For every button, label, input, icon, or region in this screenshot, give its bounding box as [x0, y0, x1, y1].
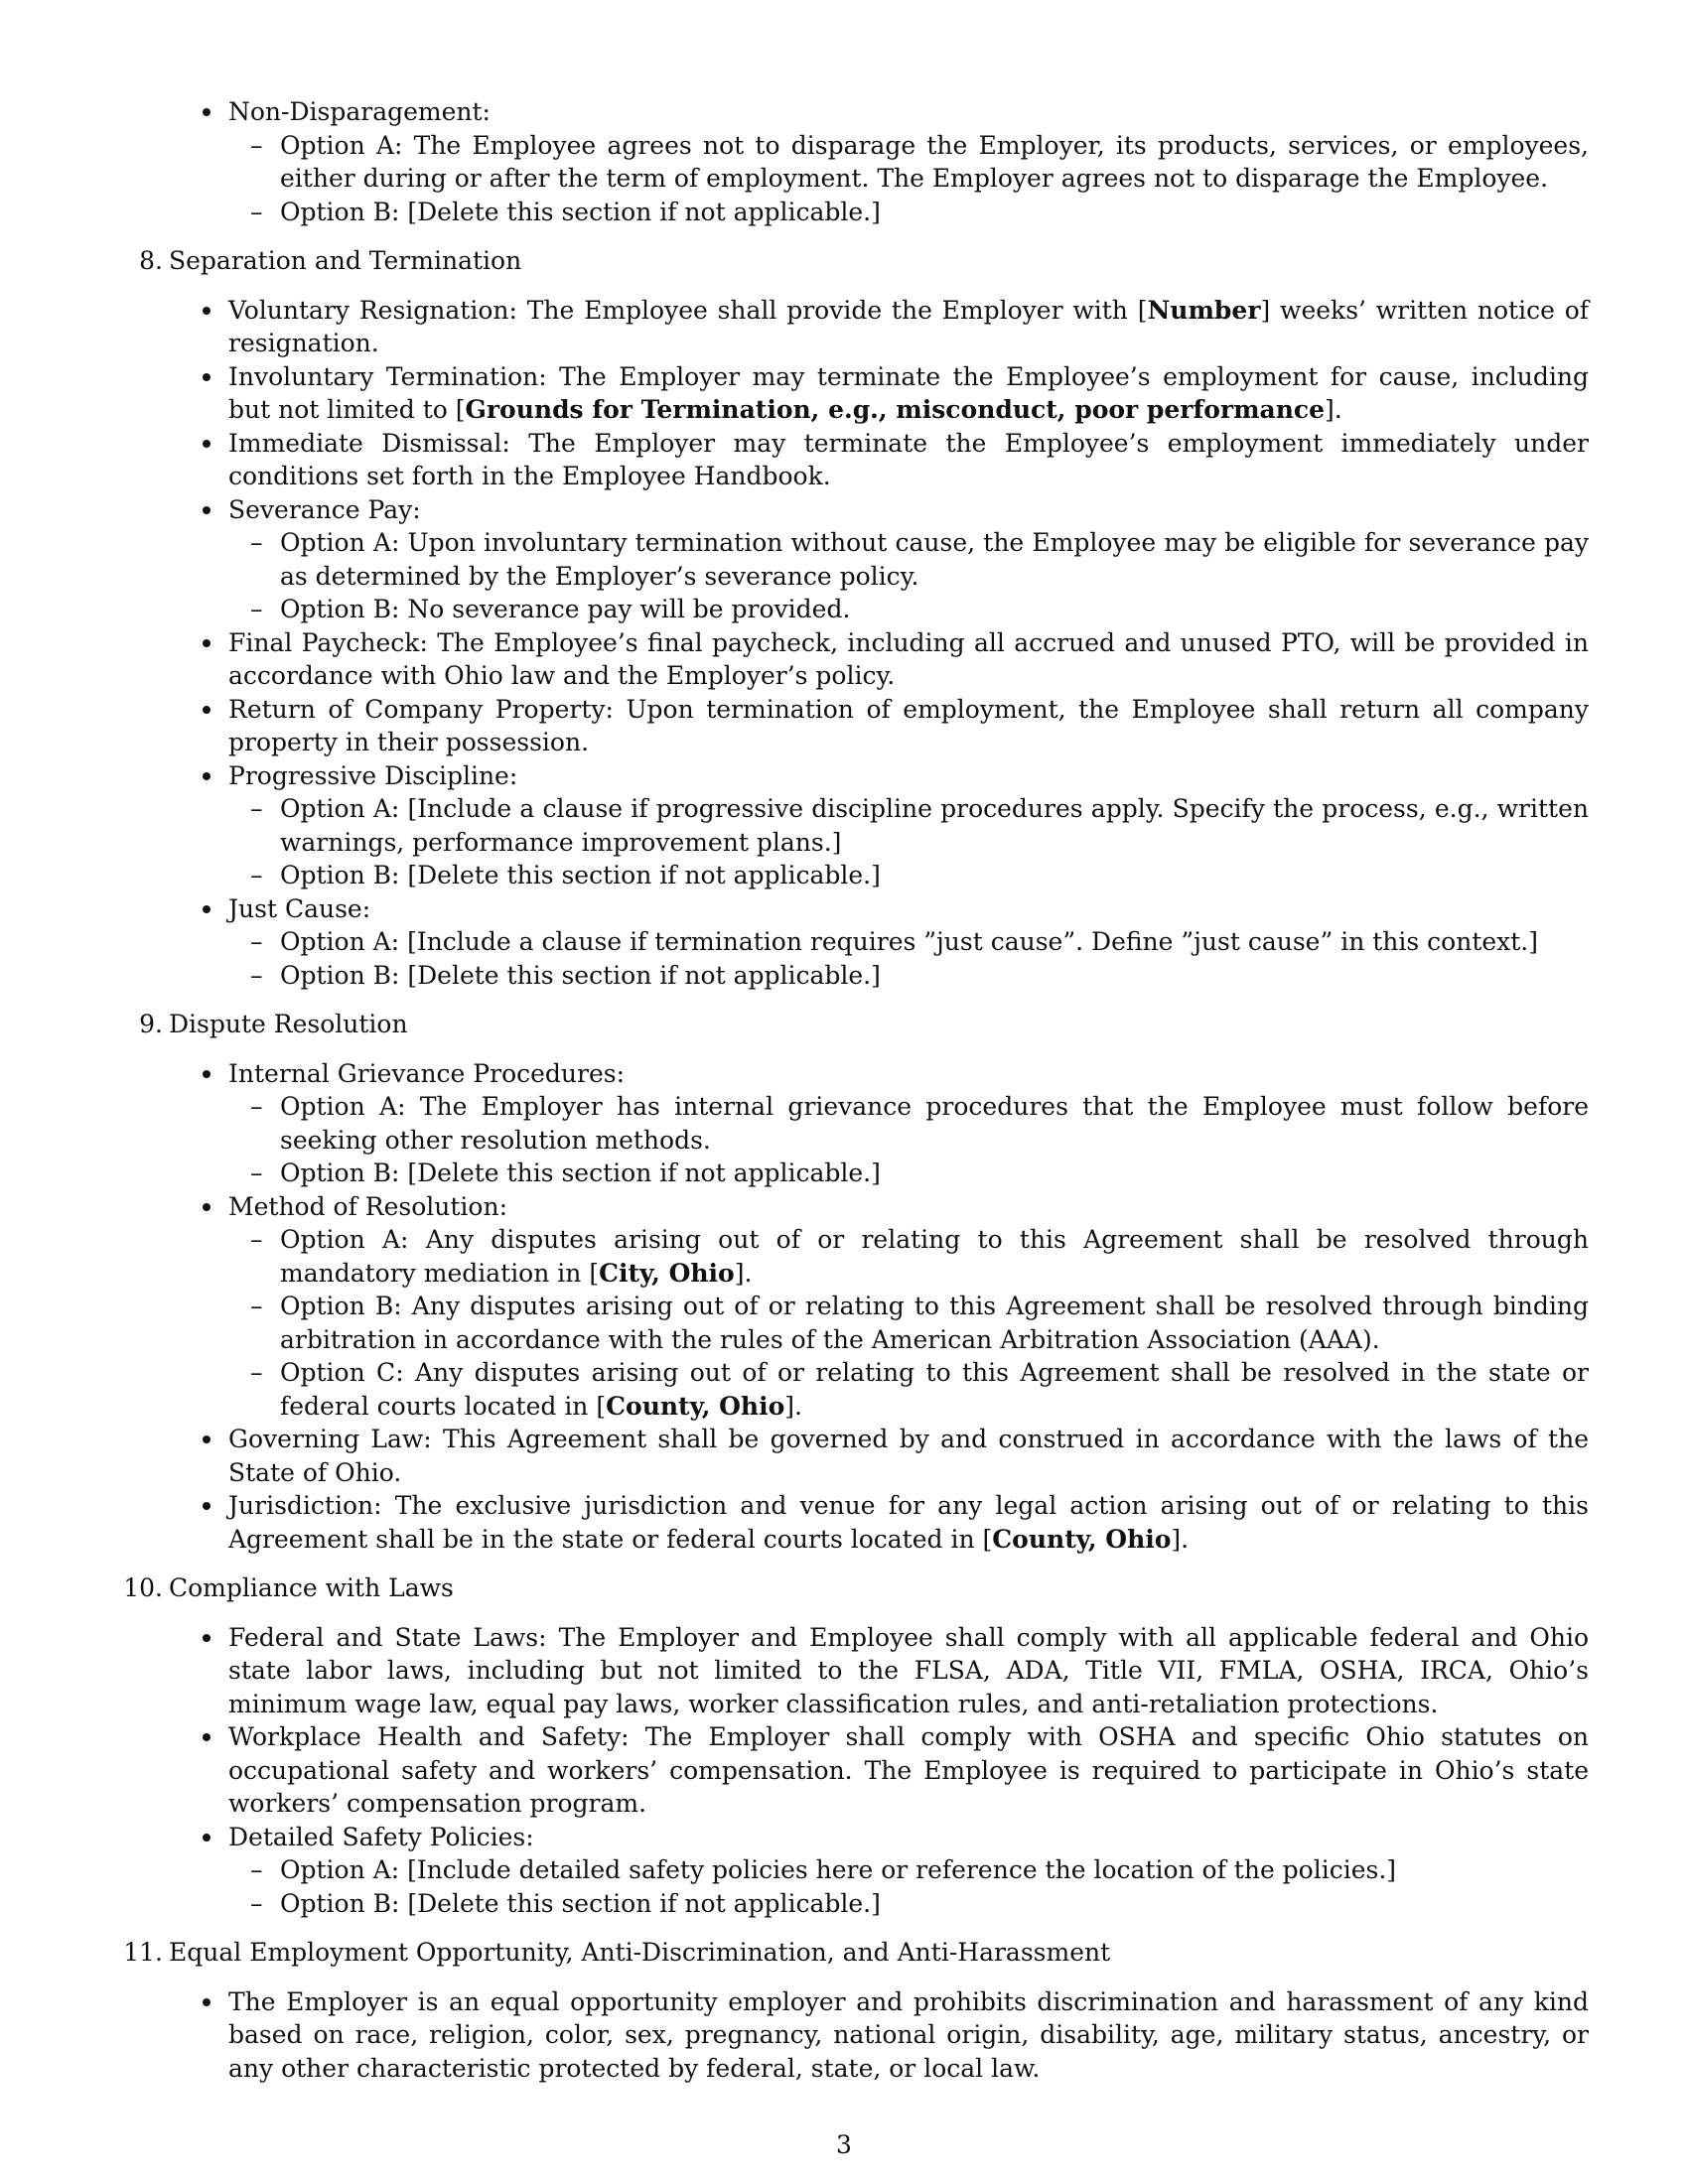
option-item: – Option B: Any disputes arising out of or relating to this Agreement shall be resolved through binding arbitration in accordance with the rules of the American Arbitration Association (AAA). — [280, 1290, 1589, 1356]
section-title: Separation and Termination — [169, 246, 522, 275]
option-item: – Option A: Upon involuntary termination without cause, the Employee may be eligible for severance pay as determined by the Employer’s severance policy. — [280, 526, 1589, 593]
option-item: – Option A: [Include a clause if progressive discipline procedures apply. Specify the process, e.g., written warnings, performance improvement plans.] — [280, 792, 1589, 859]
bullet-item: Federal and State Laws: The Employer and Employee shall comply with all applicable federal and Ohio state labor laws, including but not limited to the FLSA, ADA, Title VII, FMLA, OSHA, IRCA, Ohio’s minimum wage law, equal pay laws, worker classification rules, and anti-retaliation protections. — [228, 1621, 1589, 1721]
bullet-row — [119, 1720, 1589, 1821]
bullet-item: The Employer is an equal opportunity employer and prohibits discrimination and harassment of any kind based on race, religion, color, sex, pregnancy, national origin, disability, age, military status, ancestry, or any other characteristic protected by federal, state, or local law. — [228, 1985, 1589, 2086]
bullet-item: Severance Pay: — [228, 493, 1589, 527]
section-heading — [119, 244, 1589, 278]
section-number: 8. — [139, 246, 163, 275]
option-item: – Option A: The Employee agrees not to disparage the Employer, its products, services, or employees, either during or after the term of employment. The Employer agrees not to disparage the Employee. — [280, 129, 1589, 196]
bullet-item: Just Cause: — [228, 892, 1589, 926]
option-item: – Option A: [Include detailed safety policies here or reference the location of the policies.] — [280, 1853, 1589, 1887]
document-body — [119, 95, 1589, 2085]
section-title: Dispute Resolution — [169, 1010, 408, 1038]
option-row — [119, 1290, 1589, 1356]
bullet-row — [119, 427, 1589, 493]
bullet-item: Voluntary Resignation: The Employee shall provide the Employer with [Number] weeks’ written notice of resignation. — [228, 294, 1589, 360]
bullet-row — [119, 626, 1589, 693]
bullet-row — [119, 294, 1589, 360]
option-row — [119, 1356, 1589, 1423]
bullet-item: Non-Disparagement: — [228, 95, 1589, 129]
option-item: – Option A: The Employer has internal grievance procedures that the Employee must follow before seeking other resolution methods. — [280, 1090, 1589, 1157]
option-row — [119, 925, 1589, 959]
section-title: Compliance with Laws — [169, 1573, 454, 1602]
section-heading — [119, 1008, 1589, 1041]
bullet-row — [119, 693, 1589, 759]
option-row — [119, 196, 1589, 229]
bullet-row — [119, 493, 1589, 527]
bullet-item: Final Paycheck: The Employee’s final paycheck, including all accrued and unused PTO, will be provided in accordance with Ohio law and the Employer’s policy. — [228, 626, 1589, 693]
bullet-row — [119, 892, 1589, 926]
option-row — [119, 526, 1589, 593]
option-row — [119, 593, 1589, 626]
option-row — [119, 792, 1589, 859]
option-row — [119, 859, 1589, 892]
option-row — [119, 1853, 1589, 1887]
option-row — [119, 1090, 1589, 1157]
section-title: Equal Employment Opportunity, Anti-Discrimination, and Anti-Harassment — [169, 1938, 1111, 1967]
page-number: 3 — [836, 2130, 852, 2159]
bullet-item: Involuntary Termination: The Employer may terminate the Employee’s employment for cause, including but not limited to [Grounds for Termination, e.g., misconduct, poor performance]. — [228, 360, 1589, 427]
bullet-row — [119, 1821, 1589, 1854]
option-item: – Option B: [Delete this section if not applicable.] — [280, 959, 1589, 993]
bullet-item: Return of Company Property: Upon termination of employment, the Employee shall return all company property in their possession. — [228, 693, 1589, 759]
bullet-row — [119, 1057, 1589, 1091]
option-item: – Option A: [Include a clause if termination requires ”just cause”. Define ”just cause” in this context.] — [280, 925, 1589, 959]
section-number: 11. — [123, 1938, 163, 1967]
section-number: 10. — [123, 1573, 163, 1602]
bullet-item: Method of Resolution: — [228, 1190, 1589, 1224]
bullet-row — [119, 95, 1589, 129]
bullet-row — [119, 1423, 1589, 1489]
bullet-item: Immediate Dismissal: The Employer may terminate the Employee’s employment immediately under conditions set forth in the Employee Handbook. — [228, 427, 1589, 493]
option-row — [119, 129, 1589, 196]
option-row — [119, 1157, 1589, 1190]
section-heading — [119, 1571, 1589, 1605]
bullet-row — [119, 1621, 1589, 1721]
bullet-row — [119, 759, 1589, 793]
bullet-item: Jurisdiction: The exclusive jurisdiction and venue for any legal action arising out of or relating to this Agreement shall be in the state or federal courts located in [County, Ohio]. — [228, 1489, 1589, 1556]
bullet-item: Workplace Health and Safety: The Employer shall comply with OSHA and specific Ohio statutes on occupational safety and workers’ compensation. The Employee is required to participate in Ohio’s state workers’ compensation program. — [228, 1720, 1589, 1821]
option-row — [119, 959, 1589, 993]
option-item: – Option B: [Delete this section if not applicable.] — [280, 1887, 1589, 1921]
bullet-item: Progressive Discipline: — [228, 759, 1589, 793]
option-item: – Option C: Any disputes arising out of or relating to this Agreement shall be resolved in the state or federal courts located in [County, Ohio]. — [280, 1356, 1589, 1423]
option-item: – Option B: [Delete this section if not applicable.] — [280, 859, 1589, 892]
option-row — [119, 1887, 1589, 1921]
bullet-row — [119, 1190, 1589, 1224]
option-item: – Option B: No severance pay will be provided. — [280, 593, 1589, 626]
bullet-item: Detailed Safety Policies: — [228, 1821, 1589, 1854]
option-item: – Option B: [Delete this section if not applicable.] — [280, 196, 1589, 229]
option-row — [119, 1223, 1589, 1290]
section-heading — [119, 1936, 1589, 1970]
option-item: – Option A: Any disputes arising out of or relating to this Agreement shall be resolved through mandatory mediation in [City, Ohio]. — [280, 1223, 1589, 1290]
bullet-row — [119, 1489, 1589, 1556]
bullet-row — [119, 1985, 1589, 2086]
bullet-item: Internal Grievance Procedures: — [228, 1057, 1589, 1091]
section-number: 9. — [139, 1010, 163, 1038]
bullet-row — [119, 360, 1589, 427]
option-item: – Option B: [Delete this section if not applicable.] — [280, 1157, 1589, 1190]
bullet-item: Governing Law: This Agreement shall be governed by and construed in accordance with the laws of the State of Ohio. — [228, 1423, 1589, 1489]
